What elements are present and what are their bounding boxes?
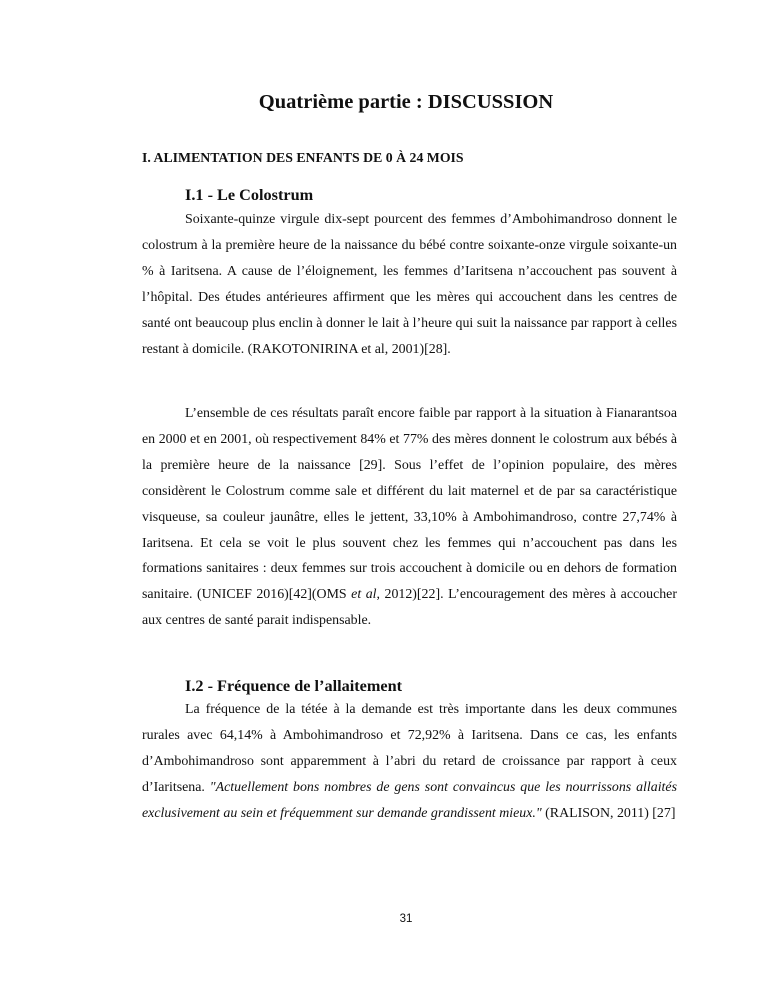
paragraph-colostrum-2-text-b: , 2012)[22]. L’encouragement des mères à accoucher aux centres de santé parait indispensable. xyxy=(142,587,677,629)
paragraph-frequency-quote: "Actuellement bons nombres de gens sont convaincus que les nourrissons allaités exclusivement au sein et fréquemment sur demande grandissent mieux." xyxy=(142,779,677,821)
page-number: 31 xyxy=(399,913,413,925)
paragraph-colostrum-2 xyxy=(142,401,677,634)
paragraph-frequency-text-a: La fréquence de la tétée à la demande est très importante dans les deux communes rurales avec 64,14% à Ambohimandroso et 72,92% à Iaritsena. Dans ce cas, les enfants d’Ambohimandroso sont apparemment à l’abri du retard de croissance par rapport à ceux d’Iaritsena. xyxy=(142,702,677,795)
paragraph-colostrum-2-text-a: L’ensemble de ces résultats paraît encore faible par rapport à la situation à Fianarantsoa en 2000 et en 2001, où respectivement 84% et 77% des mères donnent le colostrum aux bébés à la première heure de la naissance [29]. Sous l’effet de l’opinion populaire, des mères considèrent le Colostrum comme sale et différent du lait maternel et de par sa caractéristique visqueuse, sa couleur jaunâtre, elles le jettent, 33,10% à Ambohimandroso, contre 27,74% à Iaritsena. Et cela se voit le plus souvent chez les femmes qui n’accouchent pas dans les formations sanitaires : deux femmes sur trois accouchent à domicile ou en dehors de formation sanitaire. (UNICEF 2016)[42](OMS xyxy=(142,406,677,603)
page-title: Quatrième partie : DISCUSSION xyxy=(258,91,554,113)
section-heading: I. ALIMENTATION DES ENFANTS DE 0 À 24 MOIS xyxy=(142,150,464,165)
subsection-heading-colostrum: I.1 - Le Colostrum xyxy=(185,186,314,204)
subsection-heading-frequency: I.2 - Fréquence de l’allaitement xyxy=(185,677,403,695)
paragraph-frequency-citation: (RALISON, 2011) [27] xyxy=(541,805,676,821)
paragraph-frequency xyxy=(142,697,677,827)
paragraph-frequency-block xyxy=(142,697,677,827)
paragraph-colostrum-2-et-al: et al xyxy=(351,587,377,603)
paragraph-colostrum-1: Soixante-quinze virgule dix-sept pourcent des femmes d’Ambohimandroso donnent le colostrum à la première heure de la naissance du bébé contre soixante-onze virgule soixante-un % à Iaritsena. A cause de l’éloignement, les femmes d’Iaritsena n’accouchent pas souvent à l’hôpital. Des études antérieures affirment que les mères qui accouchent dans les centres de santé ont beaucoup plus enclin à donner le lait à l’heure qui suit la naissance par rapport à celles restant à domicile. (RAKOTONIRINA et al, 2001)[28]. xyxy=(142,212,677,357)
subsection-frequency-heading-block xyxy=(142,675,677,697)
paragraph-colostrum-1-block xyxy=(142,207,677,362)
subsection-colostrum-heading-block xyxy=(142,184,677,206)
paragraph-colostrum-2-block xyxy=(142,401,677,634)
